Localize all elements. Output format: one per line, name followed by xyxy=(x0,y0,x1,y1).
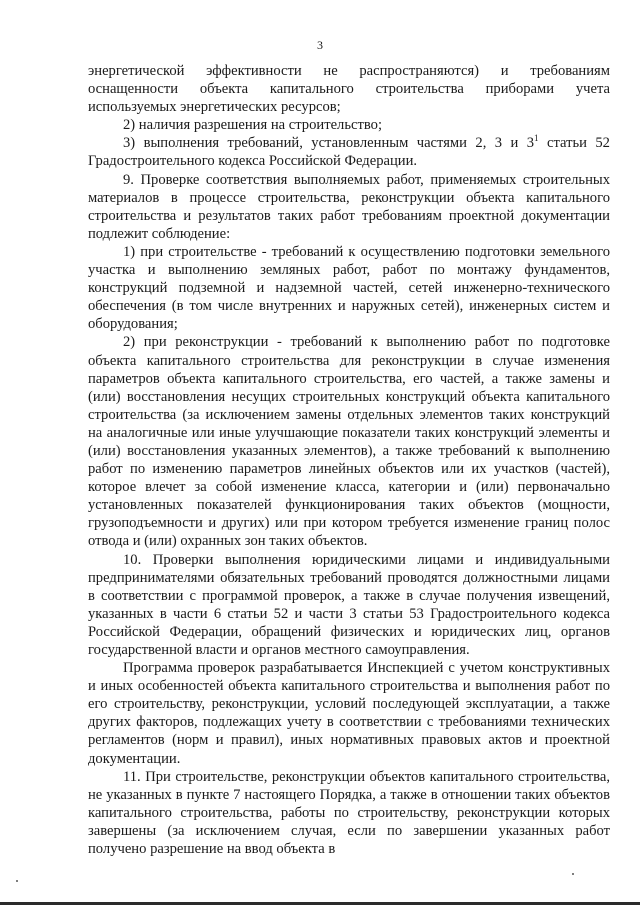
requirements-text-end: статьи 52 Градостроительного кодекса Российской Федерации. xyxy=(88,135,610,170)
paragraph-reconstruction-requirements: 2) при реконструкции - требований к выполнению работ по подготовке объекта капитального строительства для реконструкции в случае изменения параметров объекта капитального строительства, его частей, а также замены и (или) восстановления несущих строительных конструкций объекта капитального строительства (за исключением замены отдельных элементов таких конструкций на аналогичные или иные улучшающие показатели таких конструкций элементы и (или) восстановления указанных элементов), а также требований к выполнению работ по изменению параметров линейных объектов или их участков (частей), которое влечет за собой изменение класса, категории и (или) первоначально установленных показателей функционирования таких объектов (мощности, грузоподъемности и других) или при котором требуется изменение границ полос отвода и (или) охранных зон таких объектов. xyxy=(88,334,610,550)
paragraph-energy-efficiency: энергетической эффективности не распространяются) и требованиям оснащенности объекта капитального строительства приборами учета используемых энергетических ресурсов; xyxy=(88,63,610,116)
requirements-text: 3) выполнения требований, установленным частями 2, 3 и 3 xyxy=(123,135,535,152)
page-number: 3 xyxy=(317,38,323,52)
paragraph-inspection-program: Программа проверок разрабатывается Инспекцией с учетом конструктивных и иных особенностей объекта капитального строительства и выполнения работ по его строительству, реконструкции, условий последующей эксплуатации, а также других факторов, подлежащих учету в соответствии с требованиями технических регламентов (норм и правил), иных нормативных правовых актов и проектной документации. xyxy=(88,660,610,767)
paragraph-construction-requirements: 1) при строительстве - требований к осуществлению подготовки земельного участка и выполнению земляных работ, работ по монтажу фундаментов, конструкций подземной и надземной частей, сетей инженерно-технического обеспечения (в том числе внутренних и наружных сетей), инженерных систем и оборудования; xyxy=(88,243,610,333)
scan-speck xyxy=(572,873,574,875)
paragraph-building-permit: 2) наличия разрешения на строительство; xyxy=(123,117,382,134)
scan-speck xyxy=(16,880,18,882)
paragraph-item-11: 11. При строительстве, реконструкции объектов капитального строительства, не указанных в пункте 7 настоящего Порядка, а также в отношении таких объектов капитального строительства, работы по строительству, реконструкции которых завершены (за исключением случая, если по завершении указанных работ получено разрешение на ввод объекта в xyxy=(88,768,610,858)
paragraph-item-9: 9. Проверке соответствия выполняемых работ, применяемых строительных материалов в процессе строительства, реконструкции объекта капитального строительства и результатов таких работ требованиям проектной документации подлежит соблюдение: xyxy=(88,171,610,242)
paragraph-item-10: 10. Проверки выполнения юридическими лицами и индивидуальными предпринимателями обязательных требований проводятся должностными лицами в соответствии с программой проверок, а также в случае получения извещений, указанных в части 6 статьи 52 и части 3 статьи 53 Градостроительного кодекса Российской Федерации, обращений физических и юридических лиц, органов государственной власти и органов местного самоуправления. xyxy=(88,551,610,658)
paragraph-requirements-article-52 xyxy=(88,134,610,170)
document-body xyxy=(88,62,610,858)
superscript-one: 1 xyxy=(534,133,539,144)
